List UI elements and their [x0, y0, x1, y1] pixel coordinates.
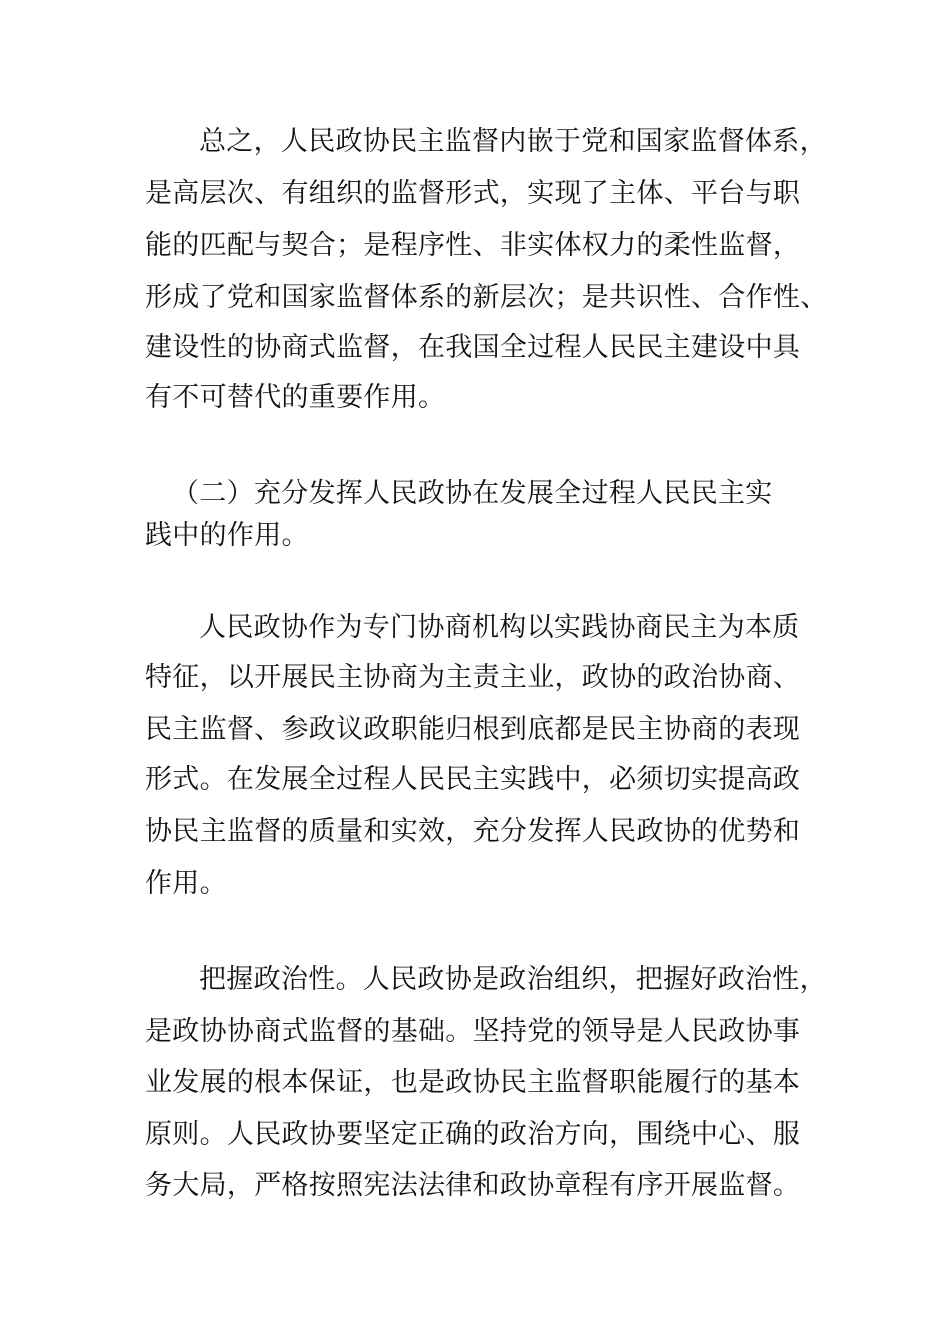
text-line: 形式。在发展全过程人民民主实践中，必须切实提高政	[145, 764, 801, 795]
text-line: 民主监督、参政议政职能归根到底都是民主协商的表现	[145, 714, 801, 745]
text-line: 务大局，严格按照宪法法律和政协章程有序开展监督。	[145, 1170, 801, 1201]
text-line: 协民主监督的质量和实效，充分发挥人民政协的优势和	[145, 816, 801, 847]
text-line: 作用。	[145, 868, 227, 899]
text-line: 践中的作用。	[145, 520, 309, 551]
text-line: 总之，人民政协民主监督内嵌于党和国家监督体系，	[199, 126, 827, 157]
text-line: 建设性的协商式监督，在我国全过程人民民主建设中具	[145, 332, 801, 363]
text-line: 原则。人民政协要坚定正确的政治方向，围绕中心、服	[145, 1119, 801, 1150]
text-line: 形成了党和国家监督体系的新层次；是共识性、合作性、	[145, 282, 828, 313]
text-line: 有不可替代的重要作用。	[145, 382, 446, 413]
text-line: 人民政协作为专门协商机构以实践协商民主为本质	[199, 612, 800, 643]
text-line: 把握政治性。人民政协是政治组织，把握好政治性，	[199, 964, 827, 995]
text-line: 能的匹配与契合；是程序性、非实体权力的柔性监督，	[145, 230, 801, 261]
text-line: 是政协协商式监督的基础。坚持党的领导是人民政协事	[145, 1016, 801, 1047]
text-line: 是高层次、有组织的监督形式，实现了主体、平台与职	[145, 178, 801, 209]
text-line: 特征，以开展民主协商为主责主业，政协的政治协商、	[145, 662, 801, 693]
text-line: （二）充分发挥人民政协在发展全过程人民民主实	[172, 478, 773, 509]
text-line: 业发展的根本保证，也是政协民主监督职能履行的基本	[145, 1067, 801, 1098]
